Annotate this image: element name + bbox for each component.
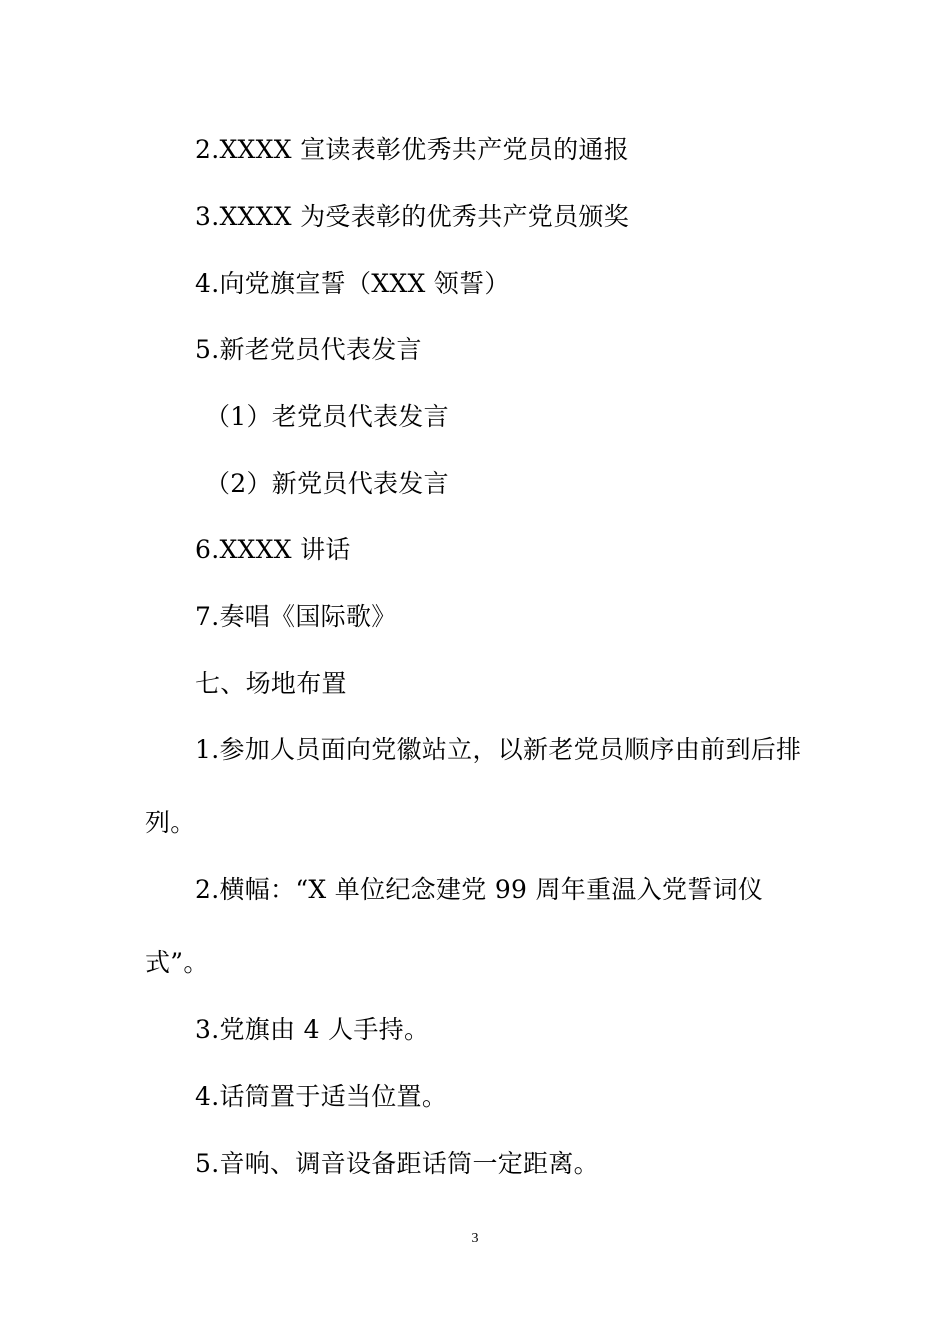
agenda-item-7: 7.奏唱《国际歌》 <box>195 602 397 631</box>
venue-item-2-continued: 式”。 <box>145 948 209 977</box>
venue-item-4: 4.话筒置于适当位置。 <box>195 1082 448 1111</box>
section-heading-venue: 七、场地布置 <box>195 669 347 698</box>
agenda-item-3: 3.XXXX 为受表彰的优秀共产党员颁奖 <box>195 202 629 231</box>
venue-item-1-continued: 列。 <box>145 808 196 837</box>
page-number: 3 <box>471 1231 479 1246</box>
agenda-item-4: 4.向党旗宣誓（XXX 领誓） <box>195 269 510 298</box>
venue-item-2: 2.横幅：“X 单位纪念建党 99 周年重温入党誓词仪 <box>195 875 764 904</box>
venue-item-5: 5.音响、调音设备距话筒一定距离。 <box>195 1149 599 1178</box>
agenda-item-5: 5.新老党员代表发言 <box>195 335 422 364</box>
venue-item-3: 3.党旗由 4 人手持。 <box>195 1015 430 1044</box>
agenda-item-2: 2.XXXX 宣读表彰优秀共产党员的通报 <box>195 135 629 164</box>
venue-item-1: 1.参加人员面向党徽站立，以新老党员顺序由前到后排 <box>195 735 802 764</box>
agenda-subitem-2: （2）新党员代表发言 <box>205 469 449 498</box>
agenda-subitem-1: （1）老党员代表发言 <box>205 402 449 431</box>
agenda-item-6: 6.XXXX 讲话 <box>195 535 351 564</box>
